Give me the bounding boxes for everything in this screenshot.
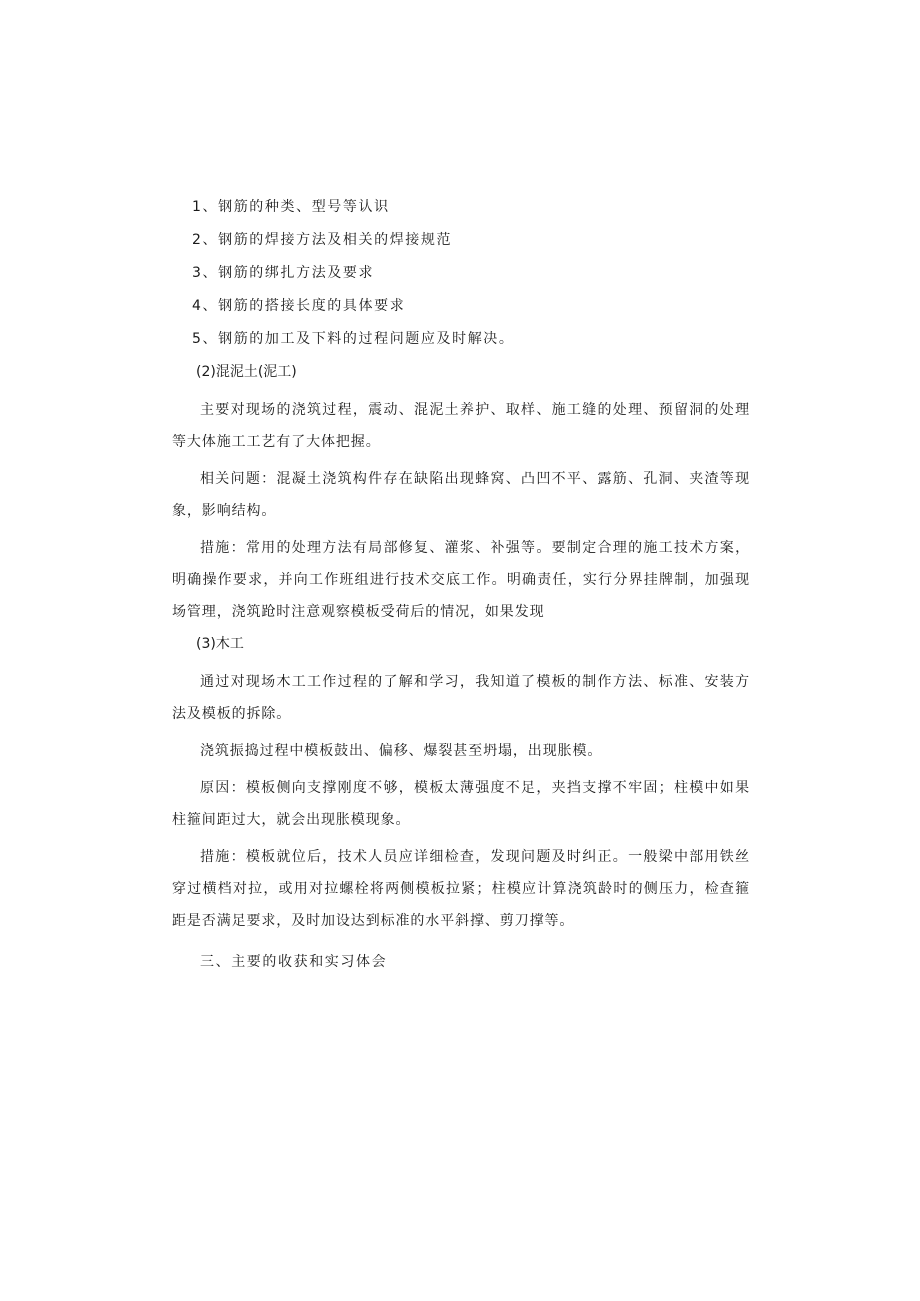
list-item: 4、钢筋的搭接长度的具体要求 [192,298,406,314]
concrete-paragraph-measures: 措施：常用的处理方法有局部修复、灌浆、补强等。要制定合理的施工技术方案，明确操作要求，并向工作班组进行技术交底工作。明确责任，实行分界挂牌制，加强现场管理，浇筑跄时注意观察模板受荷后的情况，如果发现 [172,540,750,620]
concrete-heading: (2)混泥土(泥工) [196,364,297,380]
section-three-heading: 三、主要的收获和实习体会 [200,954,388,970]
page-content [172,196,750,973]
carpentry-paragraph-cause: 原因：模板侧向支撑刚度不够，模板太薄强度不足，夹挡支撑不牢固；柱模中如果柱箍间距过大，就会出现胀模现象。 [172,780,750,828]
concrete-paragraph-process: 主要对现场的浇筑过程，震动、混泥土养护、取样、施工缝的处理、预留洞的处理等大体施工工艺有了大体把握。 [172,402,750,450]
list-item: 5、钢筋的加工及下料的过程问题应及时解决。 [192,331,515,347]
carpentry-paragraph-issue: 浇筑振捣过程中模板鼓出、偏移、爆裂甚至坍塌，出现胀模。 [200,743,603,759]
carpentry-paragraph-learning: 通过对现场木工工作过程的了解和学习，我知道了模板的制作方法、标准、安装方法及模板的拆除。 [172,674,750,722]
concrete-paragraph-problems: 相关问题：混凝土浇筑构件存在缺陷出现蜂窝、凸凹不平、露筋、孔洞、夹渣等现象，影响结构。 [172,471,750,519]
list-item: 3、钢筋的绑扎方法及要求 [192,265,375,281]
list-item: 1、钢筋的种类、型号等认识 [192,199,390,215]
carpentry-heading: (3)木工 [196,636,244,652]
carpentry-paragraph-measures: 措施：模板就位后，技术人员应详细检查，发现问题及时纠正。一般梁中部用铁丝穿过横档对拉，或用对拉螺栓将两侧模板拉紧；柱模应计算浇筑龄时的侧压力，检查箍距是否满足要求，及时加设达到标准的水平斜撑、剪刀撑等。 [172,849,750,929]
list-item: 2、钢筋的焊接方法及相关的焊接规范 [192,232,453,248]
